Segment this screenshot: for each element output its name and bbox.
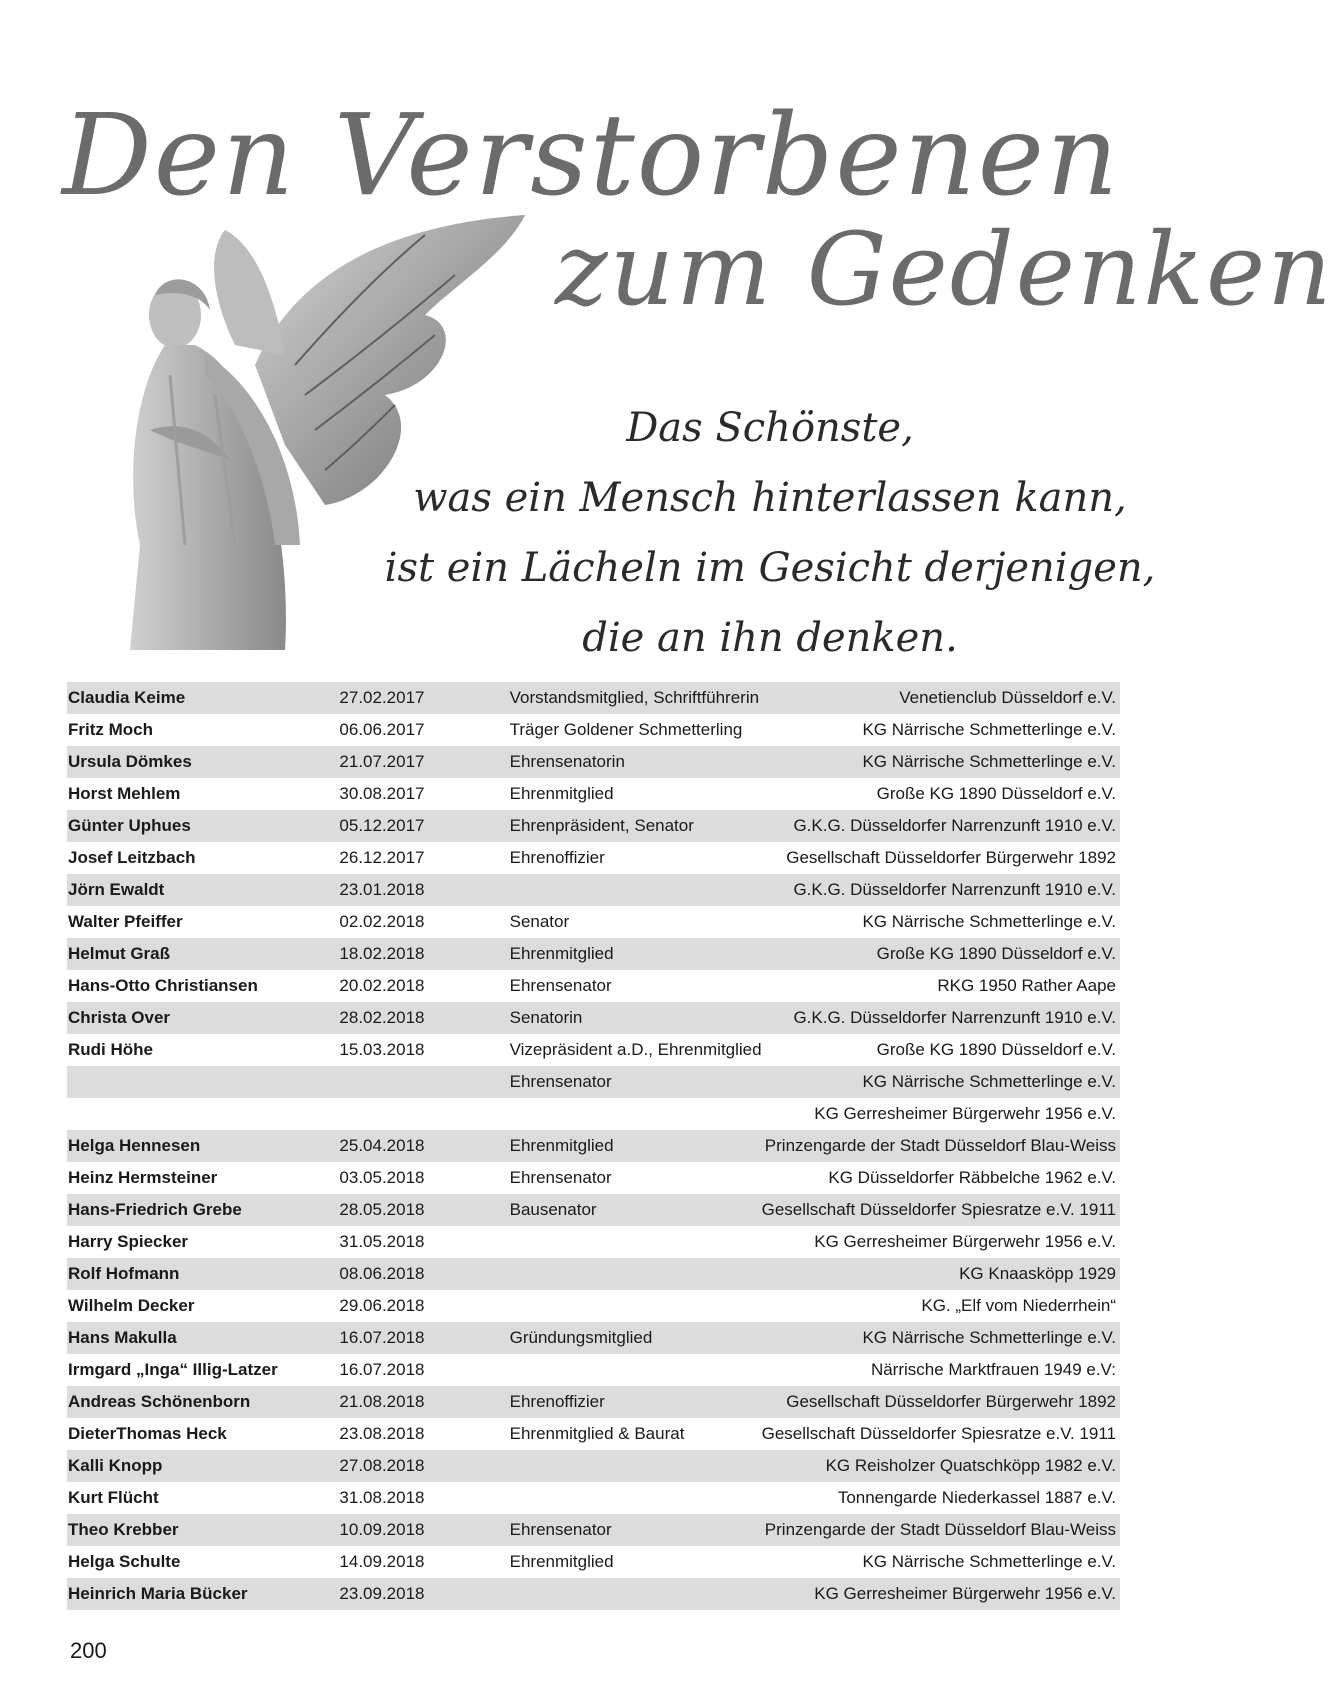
cell-date: 27.02.2017 [339, 682, 509, 714]
cell-role [510, 1258, 762, 1290]
cell-club: Gesellschaft Düsseldorfer Bürgerwehr 1892 [762, 1386, 1120, 1418]
cell-role: Ehrensenator [509, 976, 612, 995]
cell-name: Claudia Keime [67, 682, 339, 714]
cell-name: Andreas Schönenborn [67, 1386, 339, 1418]
cell-role: Senatorin [510, 1002, 762, 1034]
cell-role: Ehrenmitglied [510, 1130, 762, 1162]
quote-line-3: ist ein Lächeln im Gesicht derjenigen, [384, 545, 1156, 591]
cell-role: Ehrensenator [510, 1514, 762, 1546]
cell-club: KG Gerresheimer Bürgerwehr 1956 e.V. [762, 1578, 1120, 1610]
cell-name: Hans-Otto Christiansen [68, 976, 258, 995]
cell-date: 20.02.2018 [339, 976, 425, 995]
cell-name: Jörn Ewaldt [67, 874, 339, 906]
cell-date: 23.09.2018 [339, 1578, 509, 1610]
cell-name: Ursula Dömkes [67, 746, 339, 778]
cell-name [67, 1098, 339, 1130]
cell-role: Senator [509, 912, 570, 931]
cell-role [510, 1098, 762, 1130]
table-row [67, 682, 1120, 714]
table-row [67, 1098, 1120, 1130]
cell-role: Vorstandsmitglied, Schriftführerin [510, 682, 762, 714]
cell-club: KG Knaasköpp 1929 [762, 1258, 1120, 1290]
quote-line-4: die an ihn denken. [582, 615, 958, 661]
cell-date: 14.09.2018 [339, 1552, 425, 1571]
cell-role [510, 1226, 762, 1258]
cell-name: Rudi Höhe [68, 1040, 153, 1059]
cell-role [510, 1354, 762, 1386]
cell-club: RKG 1950 Rather Aape [937, 976, 1116, 995]
cell-date: 02.02.2018 [339, 912, 425, 931]
cell-date: 31.05.2018 [339, 1232, 425, 1251]
cell-club: G.K.G. Düsseldorfer Narrenzunft 1910 e.V. [762, 810, 1120, 842]
cell-club: Venetienclub Düsseldorf e.V. [762, 682, 1120, 714]
quote-line-2: was ein Mensch hinterlassen kann, [413, 475, 1127, 521]
cell-name: Helga Schulte [68, 1552, 181, 1571]
cell-name: Irmgard „Inga“ Illig-Latzer [68, 1360, 278, 1379]
table-row [67, 714, 1120, 746]
cell-role [510, 1578, 762, 1610]
table-row [67, 970, 1120, 1002]
cell-date: 21.08.2018 [339, 1386, 509, 1418]
cell-name: Christa Over [67, 1002, 339, 1034]
cell-date: 28.02.2018 [339, 1002, 509, 1034]
cell-role: Ehrenpräsident, Senator [510, 810, 762, 842]
table-row [67, 746, 1120, 778]
cell-club: Gesellschaft Düsseldorfer Spiesratze e.V. 1911 [761, 1424, 1116, 1443]
cell-name: Hans-Friedrich Grebe [67, 1194, 339, 1226]
table-row [67, 1130, 1120, 1162]
title-line-1: Den Verstorbenen [62, 91, 1121, 221]
cell-role: Träger Goldener Schmetterling [509, 720, 743, 739]
table-row [67, 1194, 1120, 1226]
cell-date: 26.12.2017 [339, 848, 425, 867]
cell-date: 05.12.2017 [339, 810, 509, 842]
cell-role: Gründungsmitglied [510, 1322, 762, 1354]
memorial-table [67, 682, 1120, 1610]
table-row [67, 1034, 1120, 1066]
cell-club: Gesellschaft Düsseldorfer Bürgerwehr 1892 [786, 848, 1116, 867]
table-row [67, 810, 1120, 842]
cell-role [510, 1450, 762, 1482]
cell-role: Ehrenmitglied [509, 1552, 614, 1571]
cell-club: KG Gerresheimer Bürgerwehr 1956 e.V. [814, 1232, 1116, 1251]
table-row [67, 1514, 1120, 1546]
cell-name: Helmut Graß [67, 938, 339, 970]
cell-club: Tonnengarde Niederkassel 1887 e.V. [837, 1488, 1116, 1507]
cell-club: Prinzengarde der Stadt Düsseldorf Blau-Weiss [762, 1514, 1120, 1546]
cell-date: 25.04.2018 [339, 1130, 509, 1162]
cell-role: Ehrensenator [510, 1066, 762, 1098]
cell-role: Ehrensenator [509, 1168, 612, 1187]
cell-name: Heinrich Maria Bücker [67, 1578, 339, 1610]
page-number: 200 [70, 1638, 107, 1663]
cell-name: Wilhelm Decker [68, 1296, 195, 1315]
cell-club: KG Düsseldorfer Räbbelche 1962 e.V. [828, 1168, 1116, 1187]
cell-date: 18.02.2018 [339, 938, 509, 970]
cell-role: Ehrenmitglied [509, 784, 614, 803]
cell-name [67, 1066, 339, 1098]
memorial-table-body [67, 682, 1120, 1610]
cell-name: Heinz Hermsteiner [68, 1168, 218, 1187]
table-row [67, 1322, 1120, 1354]
cell-name: Harry Spiecker [68, 1232, 189, 1251]
cell-date: 21.07.2017 [339, 746, 509, 778]
cell-club: Gesellschaft Düsseldorfer Spiesratze e.V. 1911 [762, 1194, 1120, 1226]
table-row [67, 842, 1120, 874]
cell-club: KG Närrische Schmetterlinge e.V. [762, 1066, 1120, 1098]
cell-club: KG Gerresheimer Bürgerwehr 1956 e.V. [814, 1104, 1116, 1123]
cell-club: Große KG 1890 Düsseldorf e.V. [876, 1040, 1116, 1059]
cell-club: KG Reisholzer Quatschköpp 1982 e.V. [762, 1450, 1120, 1482]
table-row [67, 1226, 1120, 1258]
cell-club: G.K.G. Düsseldorfer Narrenzunft 1910 e.V. [762, 874, 1120, 906]
cell-club: KG. „Elf vom Niederrhein“ [921, 1296, 1116, 1315]
table-row [67, 1578, 1120, 1610]
cell-club: KG Närrische Schmetterlinge e.V. [762, 1322, 1120, 1354]
cell-date: 06.06.2017 [339, 720, 425, 739]
table-row [67, 1482, 1120, 1514]
cell-name: Helga Hennesen [67, 1130, 339, 1162]
table-row [67, 1418, 1120, 1450]
table-row [67, 1386, 1120, 1418]
table-row [67, 1290, 1120, 1322]
cell-name: Kalli Knopp [67, 1450, 339, 1482]
cell-role [510, 1482, 762, 1514]
cell-role: Vizepräsident a.D., Ehrenmitglied [509, 1040, 762, 1059]
cell-date: 27.08.2018 [339, 1450, 509, 1482]
cell-name: Rolf Hofmann [67, 1258, 339, 1290]
cell-date: 16.07.2018 [339, 1360, 425, 1379]
cell-role [510, 874, 762, 906]
cell-club: KG Närrische Schmetterlinge e.V. [862, 1552, 1116, 1571]
cell-date [339, 1098, 509, 1130]
cell-name: Kurt Flücht [68, 1488, 159, 1507]
cell-date: 28.05.2018 [339, 1194, 509, 1226]
table-row [67, 778, 1120, 810]
title-line-2: zum Gedenken [555, 211, 1334, 328]
cell-date: 08.06.2018 [339, 1258, 509, 1290]
cell-role: Bausenator [510, 1194, 762, 1226]
cell-name: Josef Leitzbach [68, 848, 196, 867]
table-row [67, 1066, 1120, 1098]
cell-club: KG Närrische Schmetterlinge e.V. [862, 720, 1116, 739]
cell-name: Fritz Moch [68, 720, 153, 739]
table-row [67, 1162, 1120, 1194]
table-row [67, 1002, 1120, 1034]
table-row [67, 938, 1120, 970]
cell-role: Ehrenoffizier [510, 1386, 762, 1418]
table-row [67, 1450, 1120, 1482]
table-row [67, 1354, 1120, 1386]
cell-club: Große KG 1890 Düsseldorf e.V. [876, 784, 1116, 803]
cell-date: 10.09.2018 [339, 1514, 509, 1546]
cell-club: G.K.G. Düsseldorfer Narrenzunft 1910 e.V. [762, 1002, 1120, 1034]
cell-club: KG Närrische Schmetterlinge e.V. [762, 746, 1120, 778]
cell-date: 23.01.2018 [339, 874, 509, 906]
cell-name: Hans Makulla [67, 1322, 339, 1354]
cell-role: Ehrenmitglied [510, 938, 762, 970]
cell-date: 31.08.2018 [339, 1488, 425, 1507]
quote-line-1: Das Schönste, [626, 405, 914, 451]
cell-date: 03.05.2018 [339, 1168, 425, 1187]
cell-role: Ehrenoffizier [509, 848, 605, 867]
cell-club: Prinzengarde der Stadt Düsseldorf Blau-Weiss [762, 1130, 1120, 1162]
table-row [67, 1546, 1120, 1578]
cell-club: Große KG 1890 Düsseldorf e.V. [762, 938, 1120, 970]
cell-club: Närrische Marktfrauen 1949 e.V: [870, 1360, 1116, 1379]
cell-date: 23.08.2018 [339, 1424, 425, 1443]
cell-date: 30.08.2017 [339, 784, 425, 803]
cell-name: Horst Mehlem [68, 784, 181, 803]
cell-role: Ehrensenatorin [510, 746, 762, 778]
table-row [67, 874, 1120, 906]
table-row [67, 1258, 1120, 1290]
cell-name: Theo Krebber [67, 1514, 339, 1546]
cell-name: DieterThomas Heck [68, 1424, 227, 1443]
cell-role [510, 1290, 762, 1322]
cell-name: Günter Uphues [67, 810, 339, 842]
cell-date: 29.06.2018 [339, 1296, 425, 1315]
cell-name: Walter Pfeiffer [68, 912, 183, 931]
cell-date [339, 1066, 509, 1098]
cell-date: 16.07.2018 [339, 1322, 509, 1354]
cell-date: 15.03.2018 [339, 1040, 425, 1059]
table-row [67, 906, 1120, 938]
cell-club: KG Närrische Schmetterlinge e.V. [862, 912, 1116, 931]
cell-role: Ehrenmitglied & Baurat [509, 1424, 685, 1443]
